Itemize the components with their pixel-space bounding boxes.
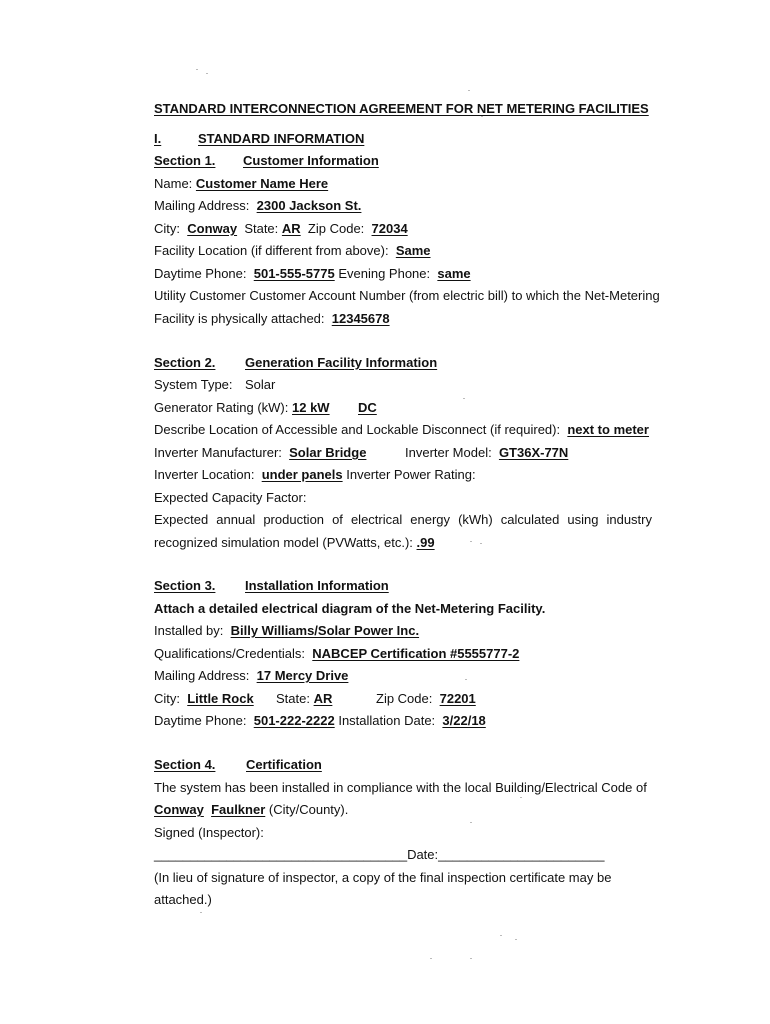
customer-city-value: Conway (187, 221, 238, 236)
account-label: Facility is physically attached: (154, 311, 325, 326)
section3-instruction: Attach a detailed electrical diagram of the Net-Metering Facility. (154, 601, 546, 616)
scan-speck (463, 398, 465, 399)
disconnect-value: next to meter (567, 422, 649, 437)
city-county-suffix: (City/County). (268, 802, 349, 817)
customer-zip-value: 72034 (371, 221, 408, 236)
part-title: STANDARD INFORMATION (198, 131, 365, 146)
install-date-value: 3/22/18 (442, 713, 486, 728)
certification-note-1: (In lieu of signature of inspector, a copy of the final inspection certificate may be (154, 870, 612, 885)
section2-heading (154, 355, 438, 371)
installer-mailing-row (154, 668, 348, 684)
scan-speck (520, 797, 522, 798)
section3-heading (154, 578, 389, 594)
scan-speck (470, 958, 472, 959)
part-numeral: I. (154, 131, 162, 146)
customer-name-label: Name: (154, 176, 193, 191)
scan-speck (500, 935, 502, 936)
inverter-row (154, 445, 569, 461)
installed-by-value: Billy Williams/Solar Power Inc. (230, 623, 420, 638)
customer-phone-row (154, 266, 471, 282)
generator-rating-row (154, 400, 377, 416)
certification-note-2: attached.) (154, 892, 212, 907)
installer-zip-group (376, 691, 476, 707)
generator-rating-value: 12 kW (292, 400, 330, 415)
section3-label: Section 3. (154, 578, 216, 593)
section4-label: Section 4. (154, 757, 216, 772)
installer-mailing-label: Mailing Address: (154, 668, 250, 683)
disconnect-row (154, 422, 649, 438)
section1-label: Section 1. (154, 153, 216, 168)
scan-speck (196, 69, 198, 70)
facility-location-label: Facility Location (if different from above): (154, 243, 389, 258)
installer-city-label: City: (154, 691, 180, 706)
installer-mailing-value: 17 Mercy Drive (256, 668, 349, 683)
installer-state-value: AR (313, 691, 333, 706)
production-label: recognized simulation model (PVWatts, etc.): (154, 535, 413, 550)
inverter-power-rating-label: Inverter Power Rating: (346, 467, 476, 482)
section1-heading (154, 153, 379, 169)
signed-inspector-label: Signed (Inspector): (154, 825, 264, 840)
generator-rating-label: Generator Rating (kW): (154, 400, 289, 415)
document-title: STANDARD INTERCONNECTION AGREEMENT FOR NET METERING FACILITIES (154, 101, 649, 116)
signature-row (154, 847, 604, 863)
installer-city-row (154, 691, 476, 707)
customer-city-row (154, 221, 408, 237)
customer-city-label: City: (154, 221, 180, 236)
qualifications-row (154, 646, 519, 662)
customer-mailing-row (154, 198, 361, 214)
production-row (154, 535, 435, 551)
account-value: 12345678 (331, 311, 390, 326)
scan-speck (480, 543, 482, 544)
inverter-manufacturer-label: Inverter Manufacturer: (154, 445, 282, 460)
inverter-model-group (405, 445, 568, 461)
customer-mailing-value: 2300 Jackson St. (256, 198, 362, 213)
installer-state-group (276, 691, 332, 707)
customer-mailing-label: Mailing Address: (154, 198, 250, 213)
customer-state-value: AR (281, 221, 301, 236)
inverter-manufacturer-value: Solar Bridge (289, 445, 367, 460)
scan-speck (206, 73, 208, 74)
install-date-label: Installation Date: (338, 713, 436, 728)
inverter-location-value: under panels (261, 467, 343, 482)
scan-speck (470, 541, 472, 542)
installer-city-value: Little Rock (187, 691, 254, 706)
customer-daytime-label: Daytime Phone: (154, 266, 247, 281)
scan-speck (468, 90, 470, 91)
customer-daytime-value: 501-555-5775 (253, 266, 335, 281)
section3-title: Installation Information (245, 578, 389, 593)
disconnect-label: Describe Location of Accessible and Lockable Disconnect (if required): (154, 422, 561, 437)
customer-zip-label: Zip Code: (307, 221, 365, 236)
part-heading (154, 131, 365, 147)
system-type-row (154, 377, 276, 393)
city-county-row (154, 802, 348, 818)
account-text-1: Utility Customer Customer Account Number (from electric bill) to which the Net-Metering (154, 288, 660, 303)
certification-county-value: Faulkner (211, 802, 266, 817)
account-row (154, 311, 390, 327)
generator-rating-type: DC (358, 400, 377, 415)
customer-evening-value: same (437, 266, 471, 281)
customer-name-value: Customer Name Here (195, 176, 329, 191)
section2-label: Section 2. (154, 355, 216, 370)
scan-speck (465, 679, 467, 680)
section2-title: Generation Facility Information (245, 355, 438, 370)
signature-date-line: _______________________ (438, 847, 605, 862)
installer-state-label: State: (276, 691, 310, 706)
installer-zip-value: 72201 (439, 691, 476, 706)
inverter-location-row (154, 467, 476, 483)
certification-text-1: The system has been installed in compliance with the local Building/Electrical Code of (154, 780, 647, 795)
production-value: .99 (416, 535, 435, 550)
installer-phone-value: 501-222-2222 (253, 713, 335, 728)
certification-city-value: Conway (154, 802, 204, 817)
system-type-label: System Type: (154, 377, 233, 392)
section1-title: Customer Information (243, 153, 379, 168)
production-text-1: Expected annual production of electrical energy (kWh) calculated using industry (154, 512, 652, 527)
qualifications-value: NABCEP Certification #5555777-2 (312, 646, 520, 661)
customer-state-label: State: (244, 221, 279, 236)
signature-date-label: Date: (407, 847, 439, 862)
system-type-value: Solar (245, 377, 276, 392)
installer-phone-label: Daytime Phone: (154, 713, 247, 728)
customer-name-row (154, 176, 328, 192)
scan-speck (481, 116, 483, 117)
installed-by-label: Installed by: (154, 623, 224, 638)
capacity-factor-label: Expected Capacity Factor: (154, 490, 307, 505)
customer-evening-label: Evening Phone: (338, 266, 431, 281)
scan-speck (430, 958, 432, 959)
inverter-model-label: Inverter Model: (405, 445, 492, 460)
qualifications-label: Qualifications/Credentials: (154, 646, 306, 661)
scan-speck (470, 822, 472, 823)
inverter-model-value: GT36X-77N (498, 445, 569, 460)
scan-speck (200, 912, 202, 913)
section4-title: Certification (246, 757, 322, 772)
signature-line: ___________________________________ (154, 847, 408, 862)
scan-speck (515, 939, 517, 940)
installer-phone-row (154, 713, 486, 729)
inverter-location-label: Inverter Location: (154, 467, 255, 482)
facility-location-value: Same (395, 243, 431, 258)
installer-zip-label: Zip Code: (376, 691, 433, 706)
facility-location-row (154, 243, 431, 259)
installed-by-row (154, 623, 419, 639)
section4-heading (154, 757, 322, 773)
